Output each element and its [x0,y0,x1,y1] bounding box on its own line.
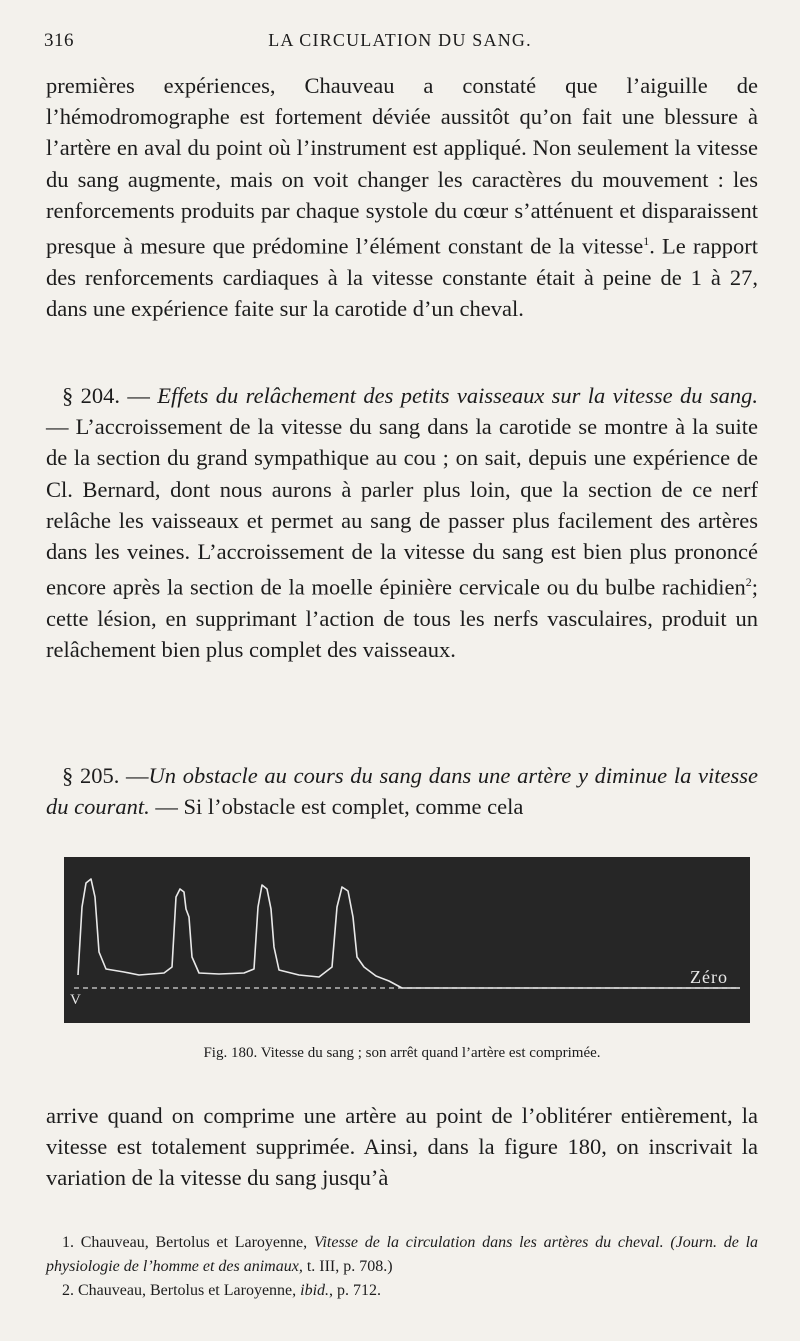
footnote-2-num: 2. [62,1282,74,1299]
figure-180-trace [64,857,750,1023]
footnote-2 [46,1279,758,1303]
paragraph-intro-text: premières expériences, Chauveau a constaté que l’aiguille de l’hémodromographe est fortement déviée aussitôt qu’on fait une blessure à l’artère en aval du point où l’instrument est appliqué. Non seulement la vitesse du sang augmente, mais on voit changer les caractères du mouvement : les renforcements produits par chaque systole du cœur s’atténuent et disparaissent presque à mesure que prédomine l’élément constant de la vitesse [46,73,758,259]
velocity-trace-svg [64,857,750,1023]
paragraph-intro-end: . Le rapport des renforcements cardiaques à la vitesse constante était à peine de 1 à 27, dans une expérience faite sur la carotide d’un cheval. [46,233,758,321]
footnote-1-journal: (Journ. de la physiologie de l’homme et des animaux, [46,1234,759,1275]
footnote-ref-2[interactable]: 2 [745,575,752,590]
section-204 [46,380,758,665]
page-header [44,30,756,58]
label-zero: Zéro [690,967,728,987]
footnotes [46,1231,758,1303]
footnote-ref-1[interactable]: 1 [643,234,650,249]
footnote-1 [46,1231,758,1279]
footnote-1-title: Vitesse de la circulation dans les artères du cheval. [313,1234,664,1251]
footnote-2-rest: , p. 712. [329,1282,382,1299]
page-number: 316 [44,30,74,51]
footnote-1-rest: t. III, p. 708.) [306,1258,393,1275]
footnote-1-num: 1. [62,1234,74,1251]
paragraph-intro [46,70,758,324]
running-title: LA CIRCULATION DU SANG. [268,30,532,50]
section-205-text: — Si l’obstacle est complet, comme cela [155,794,524,820]
section-204-title: Effets du relâchement des petits vaisseaux sur la vitesse du sang. [157,383,758,408]
section-204-text-b: ; cette lésion, en supprimant l’action de tous les nerfs vasculaires, produit un relâchement bien plus complet des vaisseaux. [46,574,758,663]
section-204-text-a: — L’accroissement de la vitesse du sang dans la carotide se montre à la suite de la section du grand sympathique au cou ; on sait, depuis une expérience de Cl. Bernard, dont nous aurons à parler plus loin, que la section de ce nerf relâche les vaisseaux et permet au sang de passer plus facilement des artères dans les veines. L’accroissement de la vitesse du sang est bien plus prononcé encore après la section de la moelle épinière cervicale ou du bulbe rachidien [46,414,758,600]
section-204-number: § 204. — [62,383,150,408]
footnote-2-authors: Chauveau, Bertolus et Laroyenne, [78,1282,297,1299]
paragraph-continuation: arrive quand on comprime une artère au point de l’oblitérer entièrement, la vitesse est totalement supprimée. Ainsi, dans la figure 180, on inscrivait la variation de la vitesse du sang jusqu’à [46,1103,758,1191]
figure-caption: Fig. 180. Vitesse du sang ; son arrêt quand l’artère est comprimée. [203,1045,601,1061]
footnote-2-ibid: ibid. [300,1282,330,1299]
label-v: V [70,992,81,1008]
footnote-1-authors: Chauveau, Bertolus et Laroyenne, [80,1234,308,1251]
section-205-number: § 205. — [62,763,149,788]
section-205-title: Un obstacle au cours du sang dans une artère y diminue la vitesse du courant. [46,763,758,820]
section-205 [46,760,758,822]
velocity-curve [78,879,740,988]
